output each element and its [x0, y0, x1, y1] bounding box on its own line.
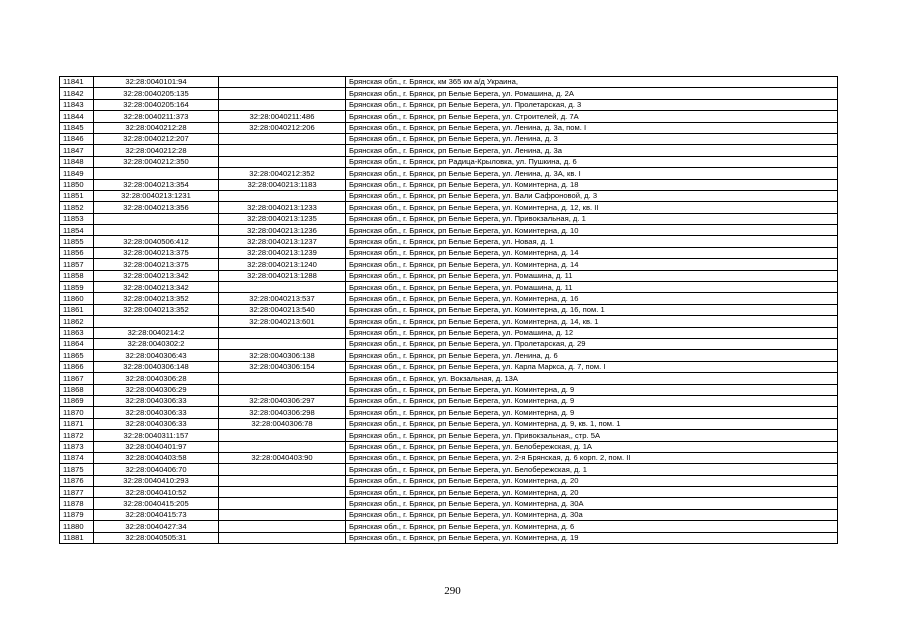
- row-number-cell: 11846: [60, 133, 94, 144]
- related-cadastral-number-cell: [219, 430, 346, 441]
- table-row: [60, 156, 838, 167]
- table-row: [60, 304, 838, 315]
- row-number-cell: 11851: [60, 190, 94, 201]
- address-cell: Брянская обл., г. Брянск, рп Белые Берега, ул. Привокзальная,, стр. 5А: [346, 430, 838, 441]
- related-cadastral-number-cell: [219, 521, 346, 532]
- related-cadastral-number-cell: [219, 99, 346, 110]
- address-cell: Брянская обл., г. Брянск, рп Белые Берега, ул. Пролетарская, д. 3: [346, 99, 838, 110]
- row-number-cell: 11866: [60, 361, 94, 372]
- address-cell: Брянская обл., г. Брянск, рп Белые Берега, ул. Ромашина, д. 12: [346, 327, 838, 338]
- cadastral-number-cell: 32:28:0040427:34: [94, 521, 219, 532]
- address-cell: Брянская обл., г. Брянск, рп Белые Берега, ул. Ленина, д. 3: [346, 133, 838, 144]
- property-table: [59, 76, 838, 544]
- row-number-cell: 11854: [60, 225, 94, 236]
- cadastral-number-cell: 32:28:0040213:356: [94, 202, 219, 213]
- related-cadastral-number-cell: 32:28:0040213:540: [219, 304, 346, 315]
- table-row: [60, 88, 838, 99]
- row-number-cell: 11863: [60, 327, 94, 338]
- related-cadastral-number-cell: [219, 509, 346, 520]
- table-row: [60, 350, 838, 361]
- table-row: [60, 452, 838, 463]
- table-row: [60, 361, 838, 372]
- address-cell: Брянская обл., г. Брянск, рп Белые Берега, ул. Коминтерна, д. 16: [346, 293, 838, 304]
- address-cell: Брянская обл., г. Брянск, рп Белые Берега, ул. Ромашина, д. 11: [346, 282, 838, 293]
- row-number-cell: 11847: [60, 145, 94, 156]
- address-cell: Брянская обл., г. Брянск, рп Белые Берега, ул. Коминтерна, д. 20: [346, 475, 838, 486]
- row-number-cell: 11881: [60, 532, 94, 543]
- address-cell: Брянская обл., г. Брянск, рп Белые Берега, ул. Коминтерна, д. 14, кв. 1: [346, 316, 838, 327]
- address-cell: Брянская обл., г. Брянск, рп Белые Берега, ул. Пролетарская, д. 29: [346, 338, 838, 349]
- address-cell: Брянская обл., г. Брянск, рп Белые Берега, ул. Коминтерна, д. 9, кв. 1, пом. 1: [346, 418, 838, 429]
- related-cadastral-number-cell: 32:28:0040213:1236: [219, 225, 346, 236]
- related-cadastral-number-cell: [219, 487, 346, 498]
- table-row: [60, 316, 838, 327]
- cadastral-number-cell: [94, 213, 219, 224]
- row-number-cell: 11849: [60, 168, 94, 179]
- table-row: [60, 430, 838, 441]
- cadastral-number-cell: 32:28:0040415:205: [94, 498, 219, 509]
- row-number-cell: 11857: [60, 259, 94, 270]
- related-cadastral-number-cell: [219, 327, 346, 338]
- cadastral-number-cell: 32:28:0040306:29: [94, 384, 219, 395]
- table-row: [60, 327, 838, 338]
- row-number-cell: 11845: [60, 122, 94, 133]
- row-number-cell: 11876: [60, 475, 94, 486]
- cadastral-number-cell: 32:28:0040212:28: [94, 122, 219, 133]
- table-row: [60, 236, 838, 247]
- address-cell: Брянская обл., г. Брянск, рп Белые Берега, ул. Коминтерна, д. 30А: [346, 498, 838, 509]
- related-cadastral-number-cell: 32:28:0040213:1233: [219, 202, 346, 213]
- row-number-cell: 11844: [60, 111, 94, 122]
- cadastral-number-cell: 32:28:0040213:342: [94, 282, 219, 293]
- address-cell: Брянская обл., г. Брянск, рп Белые Берега, ул. Коминтерна, д. 20: [346, 487, 838, 498]
- table-row: [60, 247, 838, 258]
- row-number-cell: 11864: [60, 338, 94, 349]
- address-cell: Брянская обл., г. Брянск, рп Белые Берега, ул. Привокзальная, д. 1: [346, 213, 838, 224]
- table-row: [60, 498, 838, 509]
- cadastral-number-cell: 32:28:0040213:342: [94, 270, 219, 281]
- table-row: [60, 532, 838, 543]
- address-cell: Брянская обл., г. Брянск, км 365 км а/д Украина,: [346, 77, 838, 88]
- cadastral-number-cell: 32:28:0040306:33: [94, 418, 219, 429]
- row-number-cell: 11867: [60, 373, 94, 384]
- row-number-cell: 11878: [60, 498, 94, 509]
- related-cadastral-number-cell: 32:28:0040213:537: [219, 293, 346, 304]
- row-number-cell: 11879: [60, 509, 94, 520]
- table-row: [60, 111, 838, 122]
- cadastral-number-cell: 32:28:0040205:164: [94, 99, 219, 110]
- table-row: [60, 338, 838, 349]
- table-row: [60, 509, 838, 520]
- address-cell: Брянская обл., г. Брянск, рп Белые Берега, ул. 2-я Брянская, д. 6 корп. 2, пом. II: [346, 452, 838, 463]
- row-number-cell: 11853: [60, 213, 94, 224]
- related-cadastral-number-cell: [219, 532, 346, 543]
- cadastral-number-cell: 32:28:0040306:28: [94, 373, 219, 384]
- row-number-cell: 11865: [60, 350, 94, 361]
- address-cell: Брянская обл., г. Брянск, рп Белые Берега, ул. Ленина, д. 3А, кв. I: [346, 168, 838, 179]
- address-cell: Брянская обл., г. Брянск, рп Белые Берега, ул. Карла Маркса, д. 7, пом. I: [346, 361, 838, 372]
- table-row: [60, 293, 838, 304]
- related-cadastral-number-cell: 32:28:0040211:486: [219, 111, 346, 122]
- row-number-cell: 11860: [60, 293, 94, 304]
- related-cadastral-number-cell: 32:28:0040212:352: [219, 168, 346, 179]
- row-number-cell: 11875: [60, 464, 94, 475]
- address-cell: Брянская обл., г. Брянск, рп Радица-Крыловка, ул. Пушкина, д. 6: [346, 156, 838, 167]
- table-row: [60, 475, 838, 486]
- address-cell: Брянская обл., г. Брянск, рп Белые Берега, ул. Коминтерна, д. 14: [346, 247, 838, 258]
- table-row: [60, 407, 838, 418]
- related-cadastral-number-cell: 32:28:0040213:1240: [219, 259, 346, 270]
- table-row: [60, 225, 838, 236]
- address-cell: Брянская обл., г. Брянск, рп Белые Берега, ул. Ленина, д. 6: [346, 350, 838, 361]
- address-cell: Брянская обл., г. Брянск, рп Белые Берега, ул. Коминтерна, д. 10: [346, 225, 838, 236]
- table-row: [60, 99, 838, 110]
- related-cadastral-number-cell: 32:28:0040306:298: [219, 407, 346, 418]
- table-row: [60, 168, 838, 179]
- cadastral-number-cell: 32:28:0040306:33: [94, 395, 219, 406]
- table-row: [60, 259, 838, 270]
- related-cadastral-number-cell: [219, 384, 346, 395]
- cadastral-number-cell: 32:28:0040410:52: [94, 487, 219, 498]
- row-number-cell: 11861: [60, 304, 94, 315]
- row-number-cell: 11880: [60, 521, 94, 532]
- row-number-cell: 11870: [60, 407, 94, 418]
- row-number-cell: 11843: [60, 99, 94, 110]
- related-cadastral-number-cell: [219, 498, 346, 509]
- related-cadastral-number-cell: 32:28:0040213:1237: [219, 236, 346, 247]
- table-row: [60, 282, 838, 293]
- page-number: 290: [444, 585, 461, 597]
- address-cell: Брянская обл., г. Брянск, рп Белые Берега, ул. Коминтерна, д. 16, пом. 1: [346, 304, 838, 315]
- address-cell: Брянская обл., г. Брянск, рп Белые Берега, ул. Белобережская, д. 1А: [346, 441, 838, 452]
- row-number-cell: 11872: [60, 430, 94, 441]
- cadastral-number-cell: 32:28:0040213:354: [94, 179, 219, 190]
- related-cadastral-number-cell: [219, 282, 346, 293]
- related-cadastral-number-cell: 32:28:0040213:1239: [219, 247, 346, 258]
- table-row: [60, 487, 838, 498]
- row-number-cell: 11848: [60, 156, 94, 167]
- row-number-cell: 11874: [60, 452, 94, 463]
- address-cell: Брянская обл., г. Брянск, ул. Вокзальная, д. 13А: [346, 373, 838, 384]
- address-cell: Брянская обл., г. Брянск, рп Белые Берега, ул. Коминтерна, д. 12, кв. II: [346, 202, 838, 213]
- cadastral-number-cell: 32:28:0040214:2: [94, 327, 219, 338]
- row-number-cell: 11873: [60, 441, 94, 452]
- row-number-cell: 11852: [60, 202, 94, 213]
- cadastral-number-cell: 32:28:0040415:73: [94, 509, 219, 520]
- cadastral-number-cell: 32:28:0040403:58: [94, 452, 219, 463]
- table-row: [60, 441, 838, 452]
- table-row: [60, 202, 838, 213]
- table-row: [60, 133, 838, 144]
- address-cell: Брянская обл., г. Брянск, рп Белые Берега, ул. Коминтерна, д. 19: [346, 532, 838, 543]
- address-cell: Брянская обл., г. Брянск, рп Белые Берега, ул. Ленина, д. 3а: [346, 145, 838, 156]
- related-cadastral-number-cell: 32:28:0040306:154: [219, 361, 346, 372]
- address-cell: Брянская обл., г. Брянск, рп Белые Берега, ул. Белобережская, д. 1: [346, 464, 838, 475]
- cadastral-number-cell: 32:28:0040306:43: [94, 350, 219, 361]
- row-number-cell: 11855: [60, 236, 94, 247]
- related-cadastral-number-cell: 32:28:0040403:90: [219, 452, 346, 463]
- cadastral-number-cell: 32:28:0040101:94: [94, 77, 219, 88]
- row-number-cell: 11877: [60, 487, 94, 498]
- address-cell: Брянская обл., г. Брянск, рп Белые Берега, ул. Коминтерна, д. 9: [346, 395, 838, 406]
- address-cell: Брянская обл., г. Брянск, рп Белые Берега, ул. Ромашина, д. 2А: [346, 88, 838, 99]
- table-row: [60, 190, 838, 201]
- row-number-cell: 11869: [60, 395, 94, 406]
- cadastral-number-cell: [94, 316, 219, 327]
- cadastral-number-cell: 32:28:0040213:352: [94, 293, 219, 304]
- table-row: [60, 213, 838, 224]
- address-cell: Брянская обл., г. Брянск, рп Белые Берега, ул. Ленина, д. 3а, пом. I: [346, 122, 838, 133]
- table-row: [60, 77, 838, 88]
- related-cadastral-number-cell: 32:28:0040306:138: [219, 350, 346, 361]
- table-row: [60, 373, 838, 384]
- cadastral-number-cell: [94, 225, 219, 236]
- address-cell: Брянская обл., г. Брянск, рп Белые Берега, ул. Новая, д. 1: [346, 236, 838, 247]
- cadastral-number-cell: 32:28:0040506:412: [94, 236, 219, 247]
- table-row: [60, 145, 838, 156]
- row-number-cell: 11859: [60, 282, 94, 293]
- cadastral-number-cell: 32:28:0040306:33: [94, 407, 219, 418]
- cadastral-number-cell: 32:28:0040505:31: [94, 532, 219, 543]
- related-cadastral-number-cell: 32:28:0040213:601: [219, 316, 346, 327]
- related-cadastral-number-cell: 32:28:0040213:1288: [219, 270, 346, 281]
- related-cadastral-number-cell: [219, 190, 346, 201]
- address-cell: Брянская обл., г. Брянск, рп Белые Берега, ул. Коминтерна, д. 14: [346, 259, 838, 270]
- address-cell: Брянская обл., г. Брянск, рп Белые Берега, ул. Ромашина, д. 11: [346, 270, 838, 281]
- cadastral-number-cell: 32:28:0040213:352: [94, 304, 219, 315]
- related-cadastral-number-cell: [219, 77, 346, 88]
- related-cadastral-number-cell: [219, 441, 346, 452]
- cadastral-number-cell: 32:28:0040406:70: [94, 464, 219, 475]
- related-cadastral-number-cell: [219, 133, 346, 144]
- cadastral-number-cell: 32:28:0040410:293: [94, 475, 219, 486]
- related-cadastral-number-cell: [219, 464, 346, 475]
- cadastral-number-cell: 32:28:0040401:97: [94, 441, 219, 452]
- address-cell: Брянская обл., г. Брянск, рп Белые Берега, ул. Строителей, д. 7А: [346, 111, 838, 122]
- table-row: [60, 179, 838, 190]
- row-number-cell: 11868: [60, 384, 94, 395]
- row-number-cell: 11871: [60, 418, 94, 429]
- cadastral-number-cell: 32:28:0040213:1231: [94, 190, 219, 201]
- row-number-cell: 11841: [60, 77, 94, 88]
- cadastral-number-cell: 32:28:0040311:157: [94, 430, 219, 441]
- cadastral-number-cell: 32:28:0040306:148: [94, 361, 219, 372]
- table-row: [60, 384, 838, 395]
- cadastral-number-cell: [94, 168, 219, 179]
- related-cadastral-number-cell: [219, 373, 346, 384]
- related-cadastral-number-cell: [219, 145, 346, 156]
- row-number-cell: 11862: [60, 316, 94, 327]
- row-number-cell: 11842: [60, 88, 94, 99]
- related-cadastral-number-cell: [219, 338, 346, 349]
- table-row: [60, 270, 838, 281]
- cadastral-number-cell: 32:28:0040211:373: [94, 111, 219, 122]
- table-row: [60, 395, 838, 406]
- property-table-body: [60, 77, 838, 544]
- table-row: [60, 521, 838, 532]
- row-number-cell: 11858: [60, 270, 94, 281]
- address-cell: Брянская обл., г. Брянск, рп Белые Берега, ул. Коминтерна, д. 18: [346, 179, 838, 190]
- related-cadastral-number-cell: 32:28:0040306:297: [219, 395, 346, 406]
- cadastral-number-cell: 32:28:0040205:135: [94, 88, 219, 99]
- address-cell: Брянская обл., г. Брянск, рп Белые Берега, ул. Коминтерна, д. 9: [346, 384, 838, 395]
- related-cadastral-number-cell: [219, 475, 346, 486]
- address-cell: Брянская обл., г. Брянск, рп Белые Берега, ул. Коминтерна, д. 6: [346, 521, 838, 532]
- cadastral-number-cell: 32:28:0040212:350: [94, 156, 219, 167]
- cadastral-number-cell: 32:28:0040212:28: [94, 145, 219, 156]
- row-number-cell: 11850: [60, 179, 94, 190]
- table-row: [60, 418, 838, 429]
- related-cadastral-number-cell: [219, 156, 346, 167]
- related-cadastral-number-cell: 32:28:0040306:78: [219, 418, 346, 429]
- row-number-cell: 11856: [60, 247, 94, 258]
- cadastral-number-cell: 32:28:0040213:375: [94, 259, 219, 270]
- address-cell: Брянская обл., г. Брянск, рп Белые Берега, ул. Вали Сафроновой, д. 3: [346, 190, 838, 201]
- related-cadastral-number-cell: 32:28:0040213:1235: [219, 213, 346, 224]
- related-cadastral-number-cell: [219, 88, 346, 99]
- cadastral-number-cell: 32:28:0040302:2: [94, 338, 219, 349]
- related-cadastral-number-cell: 32:28:0040212:206: [219, 122, 346, 133]
- table-row: [60, 122, 838, 133]
- cadastral-number-cell: 32:28:0040213:375: [94, 247, 219, 258]
- table-row: [60, 464, 838, 475]
- related-cadastral-number-cell: 32:28:0040213:1183: [219, 179, 346, 190]
- address-cell: Брянская обл., г. Брянск, рп Белые Берега, ул. Коминтерна, д. 9: [346, 407, 838, 418]
- cadastral-number-cell: 32:28:0040212:207: [94, 133, 219, 144]
- address-cell: Брянская обл., г. Брянск, рп Белые Берега, ул. Коминтерна, д. 30а: [346, 509, 838, 520]
